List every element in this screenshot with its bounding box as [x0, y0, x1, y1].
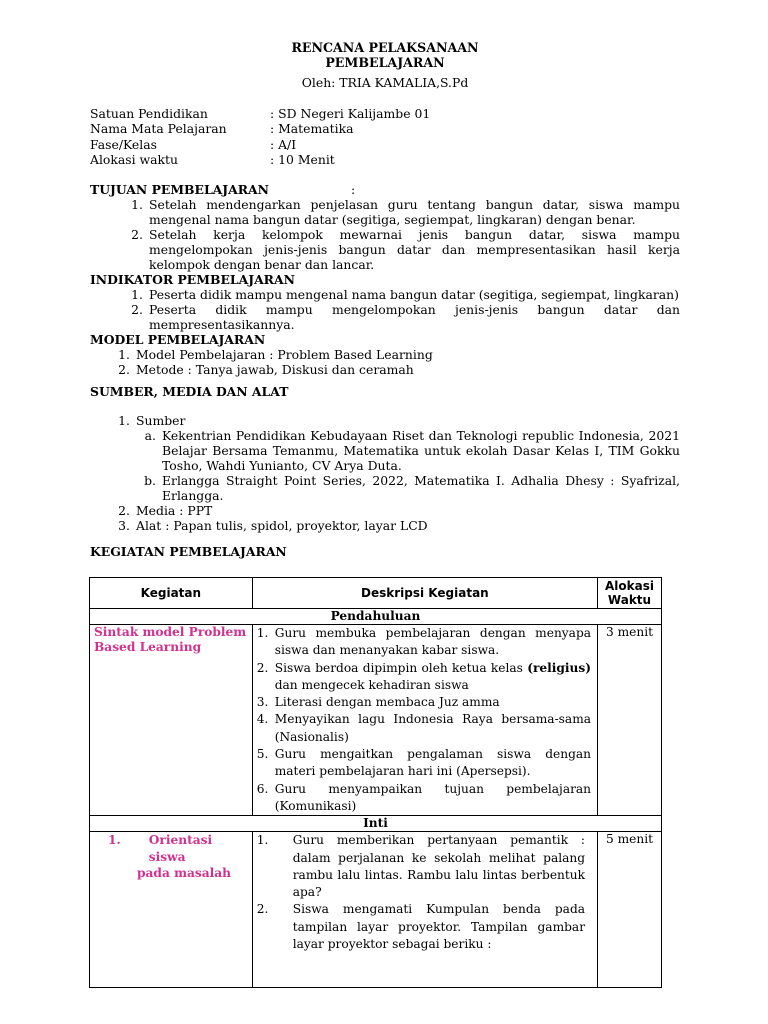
identity-row: Satuan Pendidikan : SD Negeri Kalijambe 01: [90, 106, 431, 121]
tujuan-heading: TUJUAN PEMBELAJARAN :: [90, 182, 356, 198]
list-item: 1. Model Pembelajaran : Problem Based Learning: [118, 347, 433, 363]
kegiatan-table: [89, 577, 662, 988]
list-item: 3. Literasi dengan membaca Juz amma: [256, 695, 500, 710]
document-page: [90, 40, 680, 559]
model-heading: MODEL PEMBELAJARAN: [90, 332, 266, 348]
model-list: [90, 347, 680, 377]
inti-waktu: 5 menit: [598, 832, 662, 988]
list-item: 6. Guru menyampaikan tujuan pembelajaran (Komunikasi): [256, 781, 592, 813]
phase-inti: Inti: [90, 816, 662, 832]
doc-title-line1: RENCANA PELAKSANAAN: [291, 40, 479, 55]
sumber-heading: SUMBER, MEDIA DAN ALAT: [90, 384, 289, 400]
tujuan-list: [90, 197, 680, 272]
list-item: 1. Setelah mendengarkan penjelasan guru tentang bangun datar, siswa mampu mengenal nama bangun datar (segitiga, segiempat, lingkaran) dengan benar.: [131, 197, 680, 228]
list-item: 3. Alat : Papan tulis, spidol, proyektor, layar LCD: [118, 518, 428, 534]
list-item: a. Kekentrian Pendidikan Kebudayaan Riset dan Teknologi republic Indonesia, 2021 Belajar Bersama Temanmu, Matematika untuk ekolah Dasar Kelas I, TIM Gokku Tosho, Wahdi Yunianto, CV Arya Duta.: [144, 428, 680, 474]
list-item: 2. Siswa berdoa dipimpin oleh ketua kelas (religius) dan mengecek kehadiran siswa: [256, 660, 592, 692]
identity-row: Alokasi waktu : 10 Menit: [90, 151, 335, 167]
list-item: 1. Guru memberikan pertanyaan pemantik : dalam perjalanan ke sekolah melihat palang rambu lalu lintas. Rambu lalu lintas berbentuk apa?: [256, 833, 586, 900]
kegiatan-heading: KEGIATAN PEMBELAJARAN: [90, 544, 287, 560]
list-item: 1. Guru membuka pembelajaran dengan menyapa siswa dan menanyakan kabar siswa.: [256, 626, 592, 658]
col-deskripsi: Deskripsi Kegiatan: [252, 578, 597, 609]
list-item: 2. Peserta didik mampu mengelompokan jenis-jenis bangun datar dan mempresentasikannya.: [131, 302, 680, 333]
list-item: 5. Guru mengaitkan pengalaman siswa dengan materi pembelajaran hari ini (Apersepsi).: [256, 747, 592, 779]
doc-title-line2: PEMBELAJARAN: [325, 55, 445, 70]
indikator-list: [90, 287, 680, 332]
col-kegiatan: Kegiatan: [90, 578, 253, 609]
sumber-list: [90, 413, 680, 533]
list-item: 2. Setelah kerja kelompok mewarnai jenis bangun datar, siswa mampu mengelompokan jenis-jenis bangun datar dan mempresentasikan hasil kerja kelompok dengan benar dan lancar.: [131, 227, 680, 273]
list-item: 2. Siswa mengamati Kumpulan benda pada tampilan layar proyektor. Tampilan gambar layar proyektor sebagai beriku :: [256, 902, 586, 952]
list-item: 1. Peserta didik mampu mengenal nama bangun datar (segitiga, segiempat, lingkaran): [131, 287, 679, 303]
list-item: 2. Metode : Tanya jawab, Diskusi dan ceramah: [118, 362, 414, 378]
inti-desc: [252, 832, 597, 988]
pendahuluan-waktu: 3 menit: [598, 625, 662, 816]
orientasi-cell: 1. Orientasi siswa pada masalah: [90, 832, 253, 988]
list-item: 1. Sumber: [118, 413, 186, 429]
list-item: b. Erlangga Straight Point Series, 2022, Matematika I. Adhalia Dhesy : Syafrizal, Erlangga.: [144, 473, 680, 504]
col-waktu: Alokasi Waktu: [598, 578, 662, 609]
table-header-row: [90, 578, 662, 609]
sintak-cell: Sintak model Problem Based Learning: [90, 625, 253, 816]
pendahuluan-desc: [252, 625, 597, 816]
list-item: 4. Menyayikan lagu Indonesia Raya bersama-sama (Nasionalis): [256, 712, 592, 744]
table-row: [90, 816, 662, 832]
table-row: [90, 832, 662, 988]
table-row: [90, 625, 662, 816]
indikator-heading: INDIKATOR PEMBELAJARAN: [90, 272, 295, 288]
identity-row: Fase/Kelas : A/I: [90, 136, 297, 152]
list-item: 2. Media : PPT: [118, 503, 213, 519]
doc-author: Oleh: TRIA KAMALIA,S.Pd: [301, 75, 469, 90]
phase-pendahuluan: Pendahuluan: [90, 609, 662, 625]
table-row: [90, 609, 662, 625]
identity-table: [90, 106, 680, 167]
identity-row: Nama Mata Pelajaran : Matematika: [90, 121, 354, 137]
